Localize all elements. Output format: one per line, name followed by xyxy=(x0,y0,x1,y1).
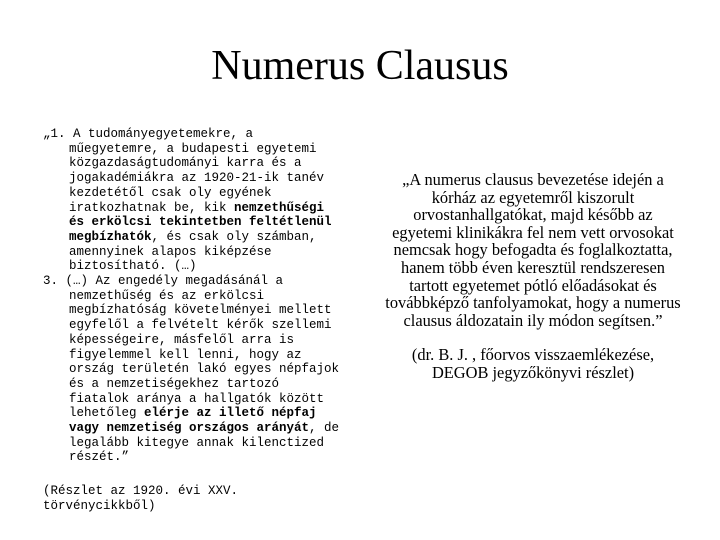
law-p2-text-c: , de legalább kitegye annak kilenctized részét.” xyxy=(69,421,340,465)
testimony-credit: (dr. B. J. , főorvos visszaemlékezése, DEGOB jegyzőkönyvi részlet) xyxy=(411,345,655,382)
slide-title: Numerus Clausus xyxy=(211,43,509,89)
law-paragraph-3 xyxy=(43,274,343,465)
law-p1-text-c: , és csak oly számban, amennyinek alapos kiképzése biztosítható. (…) xyxy=(69,229,317,274)
testimony xyxy=(385,171,681,382)
law-p1-text-a: „1. A tudományegyetemekre, a műegyetemre, a budapesti egyetemi közgazdaságtudományi karra és a jogakadémiákra az 1920-21-ik tanév kezdetétől csak oly egyének iratkozhatnak be, kik xyxy=(43,127,325,215)
law-source: (Részlet az 1920. évi XXV. törvénycikkből) xyxy=(43,484,239,513)
law-p2-text-a: 3. (…) Az engedély megadásánál a nemzethűség és az erkölcsi megbízhatóság követelményei mellett egyfelől a felvételt kérők szellemi képességeire, másfelől arra is figyelemmel kell lenni, hogy az ország területén lakó egyes népfajok és a nemzetiségekhez tartozó fiatalok aránya a hallgatók között lehetőleg xyxy=(43,274,340,421)
testimony-quote: „A numerus clausus bevezetése idején a kórház az egyetemről kiszorult orvostanhallgatókat, majd később az egyetemi klinikákra fel nem vett orvosokat nemcsak hogy befogadta és foglalkoztatta, hanem több éven keresztül rendszeresen tartott egyetemet pótló előadásokat és továbbképző tanfolyamokat, hogy a numerus clausus áldozatain ily módon segítsen.” xyxy=(385,170,681,330)
law-p1-bold: nemzethűségi és erkölcsi tekintetben feltétlenül megbízhatók xyxy=(69,200,332,244)
law-paragraph-1 xyxy=(43,127,343,274)
law-p2-bold: elérje az illető népfaj vagy nemzetiség országos arányát xyxy=(69,406,317,436)
law-excerpt xyxy=(43,127,343,514)
